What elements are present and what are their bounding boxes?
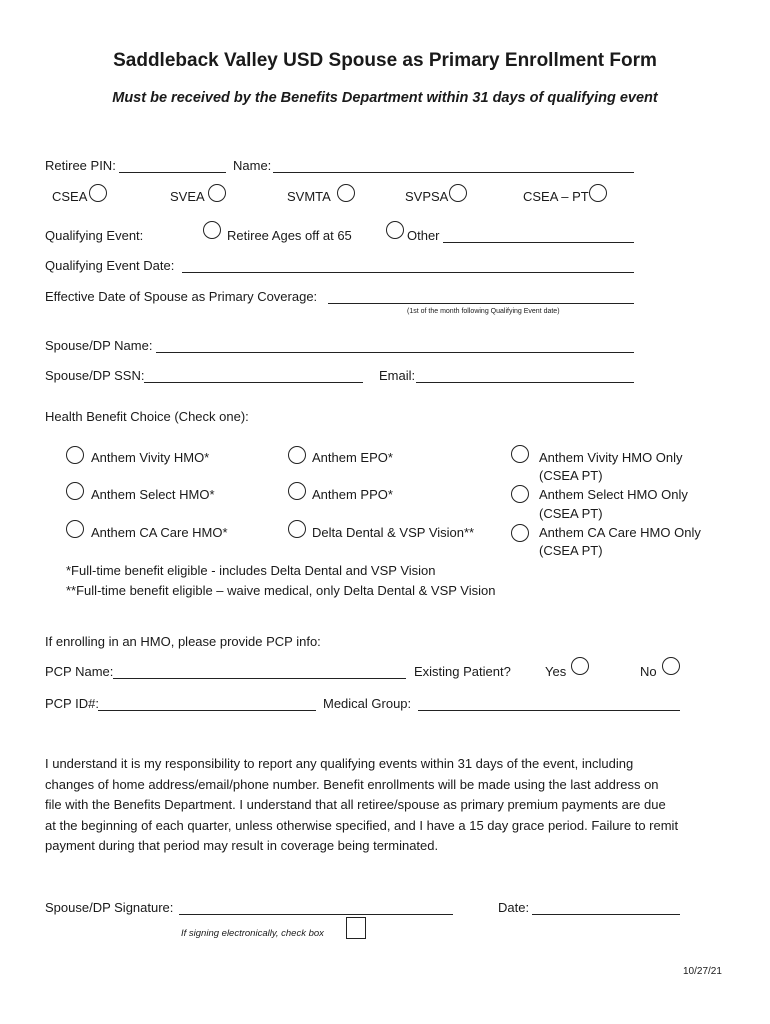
qualifying-date-field[interactable] <box>182 272 634 273</box>
group-label-csea: CSEA <box>52 189 88 204</box>
spouse-name-field[interactable] <box>156 352 634 353</box>
health-radio-anthem-epo[interactable] <box>288 446 306 464</box>
electronic-signature-note: If signing electronically, check box <box>181 928 324 939</box>
qualifying-other-field[interactable] <box>443 242 634 243</box>
health-radio-anthem-vivity-hmo[interactable] <box>66 446 84 464</box>
group-label-svea: SVEA <box>170 189 205 204</box>
health-option-delta-dental-vsp: Delta Dental & VSP Vision** <box>312 525 475 540</box>
existing-patient-label: Existing Patient? <box>414 664 511 679</box>
effective-date-label: Effective Date of Spouse as Primary Coverage: <box>45 289 318 304</box>
group-label-svmta: SVMTA <box>287 189 331 204</box>
health-option-anthem-epo: Anthem EPO* <box>312 450 393 465</box>
statement-line: I understand it is my responsibility to report any qualifying events within 31 days of the event, including <box>45 756 634 771</box>
spouse-ssn-label: Spouse/DP SSN: <box>45 368 145 383</box>
medical-group-field[interactable] <box>418 710 680 711</box>
health-footnote-1: *Full-time benefit eligible - includes Delta Dental and VSP Vision <box>66 563 436 578</box>
group-radio-svmta[interactable] <box>337 184 355 202</box>
health-option-anthem-ca-care-hmo-only-sub: (CSEA PT) <box>539 543 603 558</box>
statement-line: file with the Benefits Department. I understand that all retiree/spouse as primary premium payments are due <box>45 797 666 812</box>
acknowledgement-statement <box>45 754 735 857</box>
medical-group-label: Medical Group: <box>323 696 412 711</box>
health-radio-anthem-ppo[interactable] <box>288 482 306 500</box>
qualifying-date-label: Qualifying Event Date: <box>45 258 175 273</box>
health-footnote-2: **Full-time benefit eligible – waive medical, only Delta Dental & VSP Vision <box>66 583 496 598</box>
spouse-name-label: Spouse/DP Name: <box>45 338 153 353</box>
health-option-anthem-select-hmo: Anthem Select HMO* <box>91 487 215 502</box>
health-option-anthem-vivity-hmo-only: Anthem Vivity HMO Only <box>539 450 683 465</box>
health-option-anthem-ca-care-hmo: Anthem CA Care HMO* <box>91 525 228 540</box>
pcp-id-label: PCP ID#: <box>45 696 99 711</box>
group-label-svpsa: SVPSA <box>405 189 449 204</box>
statement-line: payment during that period may result in coverage being terminated. <box>45 838 439 853</box>
retiree-name-field[interactable] <box>273 172 634 173</box>
effective-date-note: (1st of the month following Qualifying Event date) <box>407 308 560 315</box>
spouse-email-field[interactable] <box>416 382 634 383</box>
health-option-anthem-ppo: Anthem PPO* <box>312 487 393 502</box>
pcp-id-field[interactable] <box>98 710 316 711</box>
statement-line: at the beginning of each quarter, unless otherwise specified, and I have a 15 day grace period. Failure to remit <box>45 817 679 833</box>
form-version-date: 10/27/21 <box>683 966 722 977</box>
health-radio-anthem-ca-care-hmo-only[interactable] <box>511 524 529 542</box>
signature-label: Spouse/DP Signature: <box>45 900 174 915</box>
spouse-ssn-field[interactable] <box>144 382 363 383</box>
signature-date-label: Date: <box>498 900 530 915</box>
group-radio-svpsa[interactable] <box>449 184 467 202</box>
health-radio-anthem-vivity-hmo-only[interactable] <box>511 445 529 463</box>
signature-field[interactable] <box>179 914 453 915</box>
health-radio-delta-dental-vsp[interactable] <box>288 520 306 538</box>
health-option-anthem-vivity-hmo-only-sub: (CSEA PT) <box>539 468 603 483</box>
group-radio-csea-pt[interactable] <box>589 184 607 202</box>
page-subtitle: Must be received by the Benefits Department within 31 days of qualifying event <box>112 90 658 106</box>
retiree-pin-field[interactable] <box>119 172 226 173</box>
health-option-anthem-select-hmo-only: Anthem Select HMO Only <box>539 487 688 502</box>
qualifying-radio-retiree-65[interactable] <box>203 221 221 239</box>
retiree-pin-label: Retiree PIN: <box>45 158 116 173</box>
statement-line: changes of home address/email/phone number. Benefit enrollments will be made using the last address on <box>45 776 659 792</box>
qualifying-event-label: Qualifying Event: <box>45 228 144 243</box>
health-option-anthem-ca-care-hmo-only: Anthem CA Care HMO Only <box>539 525 701 540</box>
health-option-anthem-select-hmo-only-sub: (CSEA PT) <box>539 506 603 521</box>
health-choice-heading: Health Benefit Choice (Check one): <box>45 409 249 424</box>
spouse-email-label: Email: <box>379 368 416 383</box>
pcp-name-field[interactable] <box>113 678 406 679</box>
group-radio-svea[interactable] <box>208 184 226 202</box>
health-radio-anthem-select-hmo[interactable] <box>66 482 84 500</box>
effective-date-field[interactable] <box>328 303 634 304</box>
health-radio-anthem-ca-care-hmo[interactable] <box>66 520 84 538</box>
existing-patient-yes-radio[interactable] <box>571 657 589 675</box>
qualifying-radio-other[interactable] <box>386 221 404 239</box>
pcp-intro: If enrolling in an HMO, please provide PCP info: <box>45 634 321 649</box>
group-radio-csea[interactable] <box>89 184 107 202</box>
pcp-name-label: PCP Name: <box>45 664 114 679</box>
retiree-name-label: Name: <box>233 158 272 173</box>
qualifying-option-retiree-65: Retiree Ages off at 65 <box>227 228 352 243</box>
qualifying-option-other: Other <box>407 228 440 243</box>
existing-patient-yes-label: Yes <box>545 664 567 679</box>
existing-patient-no-label: No <box>640 664 657 679</box>
existing-patient-no-radio[interactable] <box>662 657 680 675</box>
group-label-csea-pt: CSEA – PT <box>523 189 589 204</box>
health-option-anthem-vivity-hmo: Anthem Vivity HMO* <box>91 450 210 465</box>
page-title: Saddleback Valley USD Spouse as Primary Enrollment Form <box>113 50 657 71</box>
health-radio-anthem-select-hmo-only[interactable] <box>511 485 529 503</box>
electronic-signature-checkbox[interactable] <box>346 917 366 939</box>
signature-date-field[interactable] <box>532 914 680 915</box>
